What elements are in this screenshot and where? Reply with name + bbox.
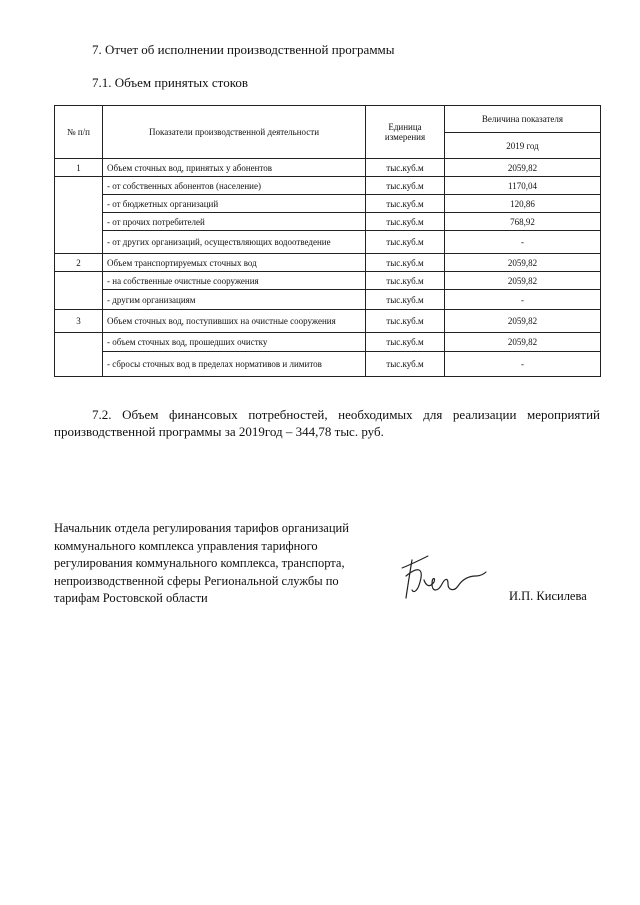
row-value: 1170,04 xyxy=(445,177,601,195)
table-row xyxy=(55,159,601,177)
row-value: 2059,82 xyxy=(445,272,601,290)
signatory-title-line: тарифам Ростовской области xyxy=(54,591,208,605)
row-indicator: - сбросы сточных вод в пределах нормативов и лимитов xyxy=(103,352,366,377)
row-num: 3 xyxy=(55,310,103,333)
row-indicator: - от бюджетных организаций xyxy=(103,195,366,213)
row-indicator: - объем сточных вод, прошедших очистку xyxy=(103,333,366,352)
row-indicator: - на собственные очистные сооружения xyxy=(103,272,366,290)
row-num xyxy=(55,272,103,310)
row-num xyxy=(55,333,103,377)
table-row xyxy=(55,333,601,352)
row-num xyxy=(55,177,103,254)
row-unit: тыс.куб.м xyxy=(366,254,445,272)
signatory-title xyxy=(54,520,384,608)
row-unit: тыс.куб.м xyxy=(366,231,445,254)
sewage-volume-table xyxy=(54,105,601,377)
header-value: Величина показателя xyxy=(445,106,601,133)
row-unit: тыс.куб.м xyxy=(366,352,445,377)
row-num: 2 xyxy=(55,254,103,272)
row-value: 768,92 xyxy=(445,213,601,231)
header-indicator: Показатели производственной деятельности xyxy=(103,106,366,159)
handwritten-signature xyxy=(398,546,488,606)
table-row xyxy=(55,290,601,310)
row-value: - xyxy=(445,290,601,310)
table-row xyxy=(55,310,601,333)
row-value: 2059,82 xyxy=(445,254,601,272)
row-indicator: - от собственных абонентов (население) xyxy=(103,177,366,195)
signer-name: И.П. Кисилева xyxy=(509,589,587,603)
row-unit: тыс.куб.м xyxy=(366,177,445,195)
table-row xyxy=(55,177,601,195)
row-indicator: Объем сточных вод, поступивших на очистные сооружения xyxy=(103,310,366,333)
row-value: - xyxy=(445,231,601,254)
row-indicator: - другим организациям xyxy=(103,290,366,310)
header-year: 2019 год xyxy=(445,133,601,159)
table-row xyxy=(55,272,601,290)
row-unit: тыс.куб.м xyxy=(366,272,445,290)
row-indicator: - от других организаций, осуществляющих водоотведение xyxy=(103,231,366,254)
signatory-title-line: регулирования коммунального комплекса, транспорта, xyxy=(54,556,345,570)
row-value: 2059,82 xyxy=(445,310,601,333)
section-heading: 7. Отчет об исполнении производственной программы xyxy=(92,42,395,57)
row-value: 120,86 xyxy=(445,195,601,213)
signatory-title-line: непроизводственной сферы Региональной службы по xyxy=(54,573,339,588)
row-indicator: Объем транспортируемых сточных вод xyxy=(103,254,366,272)
header-num: № п/п xyxy=(55,106,103,159)
row-unit: тыс.куб.м xyxy=(366,213,445,231)
subsection-heading: 7.1. Объем принятых стоков xyxy=(92,75,248,90)
row-value: - xyxy=(445,352,601,377)
financial-needs-paragraph: 7.2. Объем финансовых потребностей, необходимых для реализации мероприятий производственной программы за 2019год – 344,78 тыс. руб. xyxy=(54,407,600,439)
table-row xyxy=(55,254,601,272)
row-unit: тыс.куб.м xyxy=(366,310,445,333)
row-num: 1 xyxy=(55,159,103,177)
row-unit: тыс.куб.м xyxy=(366,195,445,213)
table-row xyxy=(55,195,601,213)
row-unit: тыс.куб.м xyxy=(366,159,445,177)
row-unit: тыс.куб.м xyxy=(366,290,445,310)
signatory-title-line: Начальник отдела регулирования тарифов организаций xyxy=(54,521,349,535)
table-row xyxy=(55,213,601,231)
header-unit: Единица измерения xyxy=(366,106,445,159)
table-row xyxy=(55,231,601,254)
row-indicator: - от прочих потребителей xyxy=(103,213,366,231)
signatory-title-line: коммунального комплекса управления тарифного xyxy=(54,538,318,553)
row-value: 2059,82 xyxy=(445,159,601,177)
row-indicator: Объем сточных вод, принятых у абонентов xyxy=(103,159,366,177)
row-unit: тыс.куб.м xyxy=(366,333,445,352)
row-value: 2059,82 xyxy=(445,333,601,352)
table-row xyxy=(55,352,601,377)
